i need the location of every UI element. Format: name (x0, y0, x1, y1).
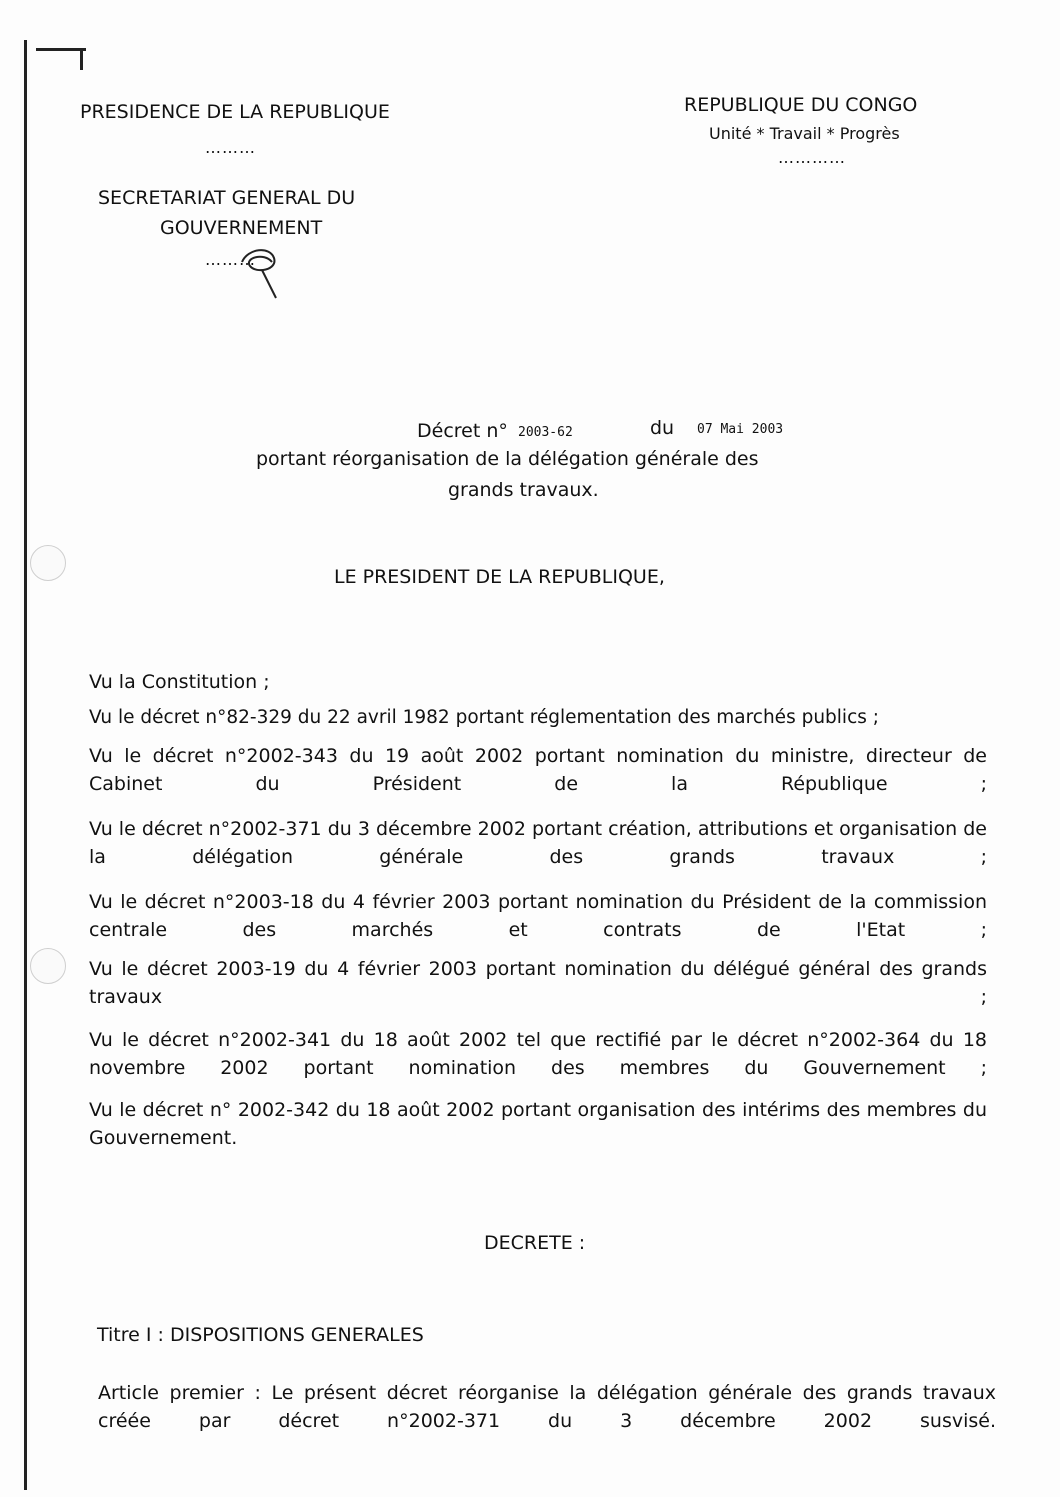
dots-separator-1: ……… (205, 138, 256, 157)
decree-subject-line2: grands travaux. (448, 479, 599, 501)
presidence-heading: PRESIDENCE DE LA REPUBLIQUE (80, 101, 390, 123)
visa-item: Vu le décret n°2003-18 du 4 février 2003 portant nomination du Président de la commission centrale des marchés et contrats de l'Etat ; (89, 891, 987, 941)
secretariat-heading-line2: GOUVERNEMENT (160, 217, 323, 239)
decree-date: 07 Mai 2003 (697, 422, 784, 437)
article-premier: Article premier : Le présent décret réorganise la délégation générale des grands travaux créée par décret n°2002-371 du 3 décembre 2002 susvisé. (98, 1382, 996, 1432)
staple-mark-2 (80, 48, 83, 70)
visa-item: Vu le décret 2003-19 du 4 février 2003 portant nomination du délégué général des grands travaux ; (89, 958, 987, 1008)
visa-item: Vu le décret n°2002-341 du 18 août 2002 tel que rectifié par le décret n°2002-364 du 18 novembre 2002 portant nomination des membres du Gouvernement ; (89, 1029, 987, 1079)
decree-du-label: du (650, 417, 675, 439)
visa-item: Vu le décret n° 2002-342 du 18 août 2002 portant organisation des intérims des membres du Gouvernement. (89, 1099, 987, 1149)
country-motto: Unité * Travail * Progrès (709, 124, 900, 143)
decree-subject-line1: portant réorganisation de la délégation générale des (256, 448, 759, 470)
titre-heading: Titre I : DISPOSITIONS GENERALES (97, 1324, 424, 1346)
staple-mark (36, 48, 86, 51)
country-heading: REPUBLIQUE DU CONGO (684, 94, 918, 116)
dots-separator-3: ………… (778, 148, 846, 167)
punch-hole-bottom (30, 948, 66, 984)
punch-hole-top (30, 545, 66, 581)
visa-item: Vu le décret n°82-329 du 22 avril 1982 portant réglementation des marchés publics ; (89, 707, 879, 728)
decree-label: Décret n° (417, 420, 508, 442)
president-heading: LE PRESIDENT DE LA REPUBLIQUE, (334, 566, 665, 588)
binding-edge (24, 40, 41, 1490)
decree-number: 2003-62 (518, 425, 573, 440)
dots-separator-2: ……… (205, 250, 256, 269)
visa-item: Vu le décret n°2002-343 du 19 août 2002 portant nomination du ministre, directeur de Cabinet du Président de la République ; (89, 745, 987, 795)
handwritten-initials-icon (236, 240, 286, 302)
visa-constitution: Vu la Constitution ; (89, 671, 270, 693)
visa-item: Vu le décret n°2002-371 du 3 décembre 2002 portant création, attributions et organisation de la délégation générale des grands travaux ; (89, 818, 987, 868)
secretariat-heading-line1: SECRETARIAT GENERAL DU (98, 187, 356, 209)
decrete-heading: DECRETE : (484, 1232, 586, 1254)
